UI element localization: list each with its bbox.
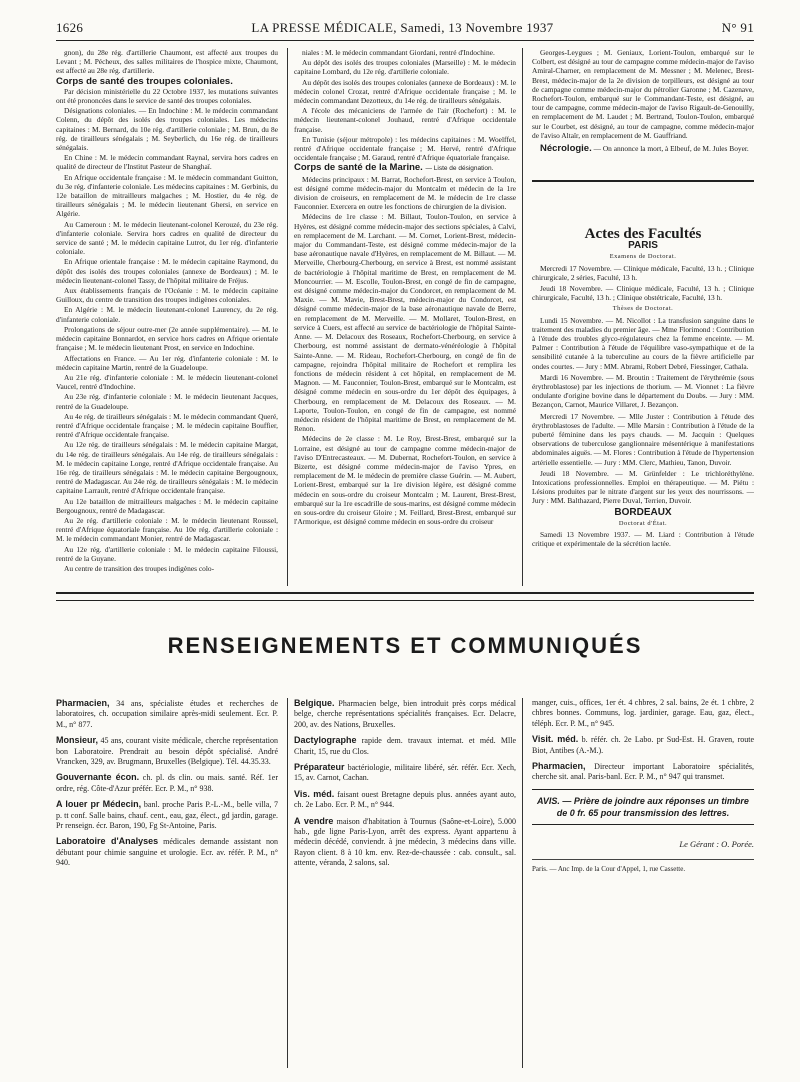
paragraph: Médecins de 2e classe : M. Le Roy, Brest-Brest, embarqué sur la Lorraine, est désigné au tour de campagne comme médecin-major de l'aviso D'Entrecasteaux. — M. Dubernat, Rochefort-Toulon, en service à Bizerte, est désigné comme médecin-major de l'aviso Ypres, en remplacement de M. le médecin de première classe Guérin. — M. Aubert, Lorient-Brest, embarqué sur la 1re division légère, est désigné comme médecin en sous-ordre du croiseur Montcalm ; M. Laurent, Brest-Brest, embarqué sur la 1re escadrille de sous-marins, est désigné comme médecin en sous-ordre du croiseur Gloire ; M. Feillard, Brest-Brest, embarqué sur l'Armorique, est désigné comme médecin en sous-ordre du croiseur	[294, 434, 516, 527]
subsection-heading: Doctorat d'État.	[618, 519, 668, 527]
paragraph: Au 12e rég. de tirailleurs sénégalais : M. le médecin capitaine Margat, du 14e rég. de tirailleurs sénégalais. Au 14e rég. de tirailleurs sénégalais : M. le médecin capitaine Longe, rentré d'Afrique occidentale française. Au 16e rég. de tirailleurs sénégalais : M. le médecin capitaine Bergougnoux, rentré de Madagascar. Au 24e rég. de tirailleurs sénégalais : M. le médecin capitaine Larrault, rentré d'Afrique occidentale française.	[56, 440, 278, 496]
column-divider	[287, 48, 288, 586]
paragraph: Mardi 16 Novembre. — M. Broutin : Traitement de l'érythrémie (sous érythroblastose) par les injections de thorium. — M. Vionnet : La fièvre ondulante d'origine bovine dans le département du Doubs. — Jury : MM. Bezançon, Carnot, Maurice Villaret, J. Bezançon.	[532, 372, 754, 410]
ad-head: Gouvernante écon.	[56, 772, 140, 783]
paragraph: Prolongations de séjour outre-mer (2e année supplémentaire). — M. le médecin capitaine Bonnardot, en service hors cadres en Afrique orientale française ; M. le médecin lieutenant Prost, en service en Indochine.	[56, 324, 278, 353]
ad-head: A vendre	[294, 815, 334, 826]
issue-number: N° 91	[721, 20, 754, 35]
ad-head: Pharmacien,	[56, 698, 110, 708]
classified-ad	[532, 761, 754, 783]
paragraph: Affectations en France. — Au 1er rég. d'infanterie coloniale : M. le médecin capitaine Martin, rentré de la Guadeloupe.	[56, 353, 278, 372]
classified-ad	[294, 789, 516, 811]
paragraph: Au 23e rég. d'infanterie coloniale : M. le médecin lieutenant Jacques, rentré de la Guadeloupe.	[56, 392, 278, 411]
ad-text: manger, cuis., offices, 1er ét. 4 chbres, 2 sal. bains, 2e ét. 1 chbre, 2 chbres bonnes. Communs, log. jardinier, garage. Eau, gaz, élect., téléph. Ecr. P. M., n° 945.	[532, 698, 754, 728]
printer-imprint: Paris. — Anc Imp. de la Cour d'Appel, 1, rue Cassette.	[532, 859, 754, 874]
paragraph: Au centre de transition des troupes indigènes colo-	[64, 563, 215, 573]
ad-head: Préparateur	[294, 762, 345, 773]
classified-ad	[294, 735, 516, 757]
paragraph: Mercredi 17 Novembre. — Mlle Juster : Contribution à l'étude des érythroblastoses de l'adulte. — Mlle Marsin : Contribution à l'étude de la puberté féminine dans les pays chauds. — M. Jacquin : Quelques observations de tuberculose ganglionnaire mésentérique à manifestations abdominales aiguës. — M. Flores : Contribution à l'étude de l'hypertension artérielle essentielle. — Jury : MM. Clerc, Mathieu, Tanon, Duvoir.	[532, 411, 754, 467]
paragraph: Médecins principaux : M. Barrat, Rochefort-Brest, en service à Toulon, est désigné comme médecin-major du Montcalm et médecin de la 1re division de croiseurs, en remplacement de M. le médecin de 1re classe Fauconnier. Exercera en outre les fonctions de chirurgien de la division.	[294, 174, 516, 212]
notice-box: AVIS. — Prière de joindre aux réponses un timbre de 0 fr. 65 pour transmission des lettres.	[532, 789, 754, 825]
section-rule	[56, 592, 754, 594]
classified-ad	[56, 799, 278, 831]
ad-text: banl. proche Paris P.-L.-M., belle villa, 7 p. tt conf. Salle bains, chauf. cent., eau, gaz, élect., gd jardin, garage. Pr renseign. écr. Baron, 190, Fg St-Antoine, Paris.	[56, 800, 278, 831]
paragraph: Au dépôt des isolés des troupes coloniales (Marseille) : M. le médecin capitaine Lombard, du 12e rég. d'artillerie coloniale.	[294, 58, 516, 77]
ad-text: maison d'habitation à Tournus (Saône-et-Loire), 5.000 hab., gde ligne Paris-Lyon, arrêt des express. Ayant appartenu à médecin décédé, conviendr. à jne médecin, 3 médecins dans ville. Rayon client. 8 à 10 km. env. Rez-de-chaussée : cab. consult., sal. attente, véranda, 2 salons, sal.	[294, 816, 516, 868]
paragraph: Georges-Leygues ; M. Geniaux, Lorient-Toulon, embarqué sur le Colbert, est désigné au tour de campagne comme médecin-major de l'aviso Amiral-Charner, en remplacement de M. Messner ; M. Melenec, Brest-Brest, médecin-major de la 2e division de torpilleurs, est désigné au tour de campagne comme médecin-major du pétrolier Garonne ; M. Cazenave, Rochefort-Toulon, embarqué sur le Commandant-Teste, est désigné, au tour de campagne, comme médecin-major de l'aviso Rigault-de-Genouilly, en remplacement de M. Laudet ; M. Bertrand, Toulon-Toulon, embarqué sur le Courbet, est désigné, au tour de campagne, comme médecin-major de l'aviso Altaïr, en remplacement de M. Gauffriand.	[532, 48, 754, 140]
manager-signature: Le Gérant : O. Porée.	[679, 838, 754, 849]
paragraph: En Tunisie (séjour métropole) : les médecins capitaines : M. Woelffel, rentré d'Afrique occidentale française ; M. Hervé, rentré d'Afrique occidentale française ; M. Garaud, rentré d'Afrique équatoriale française.	[294, 134, 516, 163]
ad-text: 45 ans, courant visite médicale, cherche représentation bon Laboratoire. Prendrait au besoin dépôt spécialisé. André Vrancken, 329, av. Brugmann, Bruxelles (Belgique). Tél. 44.35.33.	[56, 736, 278, 767]
paragraph: Par décision ministérielle du 22 Octobre 1937, les mutations suivantes ont été prononcées dans le service de santé des troupes coloniales.	[56, 86, 278, 106]
column-2	[294, 48, 516, 588]
section-rule	[56, 600, 754, 601]
paragraph: En Algérie : M. le médecin lieutenant-colonel Laurency, du 2e rég. d'infanterie coloniale.	[56, 305, 278, 324]
paragraph: Au Cameroun : M. le médecin lieutenant-colonel Kerouzé, du 23e rég. d'infanterie coloniale. Servira hors cadres en qualité de directeur du service de santé ; M. le médecin capitaine Lutrot, du 1er rég. d'infanterie coloniale.	[56, 219, 278, 257]
ad-text: bactériologie, militaire libéré, sér. référ. Ecr. Xech, 15, av. Carnot, Cachan.	[294, 763, 516, 783]
journal-title: LA PRESSE MÉDICALE, Samedi, 13 Novembre 1937	[251, 20, 554, 35]
ad-head: Visit. méd.	[532, 734, 579, 745]
paragraph: En Chine : M. le médecin commandant Raynal, servira hors cadres en qualité de directeur de l'Institut Pasteur de Shanghaï.	[56, 153, 278, 172]
section-title: Actes des Facultés	[584, 226, 702, 242]
ad-text: Directeur important Laboratoire spécialités, cherche sit. anal. Paris-banl. Ecr. P. M., n° 947 qui transmet.	[532, 762, 754, 782]
paragraph: En Afrique occidentale française : M. le médecin commandant Guitton, du 3e rég. d'infanterie coloniale. Les médecins capitaines : M. Gerbinis, du 12e bataillon de mitrailleurs malgaches ; M. Hostier, du 4e rég. de tirailleurs sénégalais ; M. le médecin lieutenant Ghersi, en service en Algérie.	[56, 172, 278, 219]
heading-tail: — Liste de désignation.	[425, 165, 494, 173]
paragraph: gnon), du 28e rég. d'artillerie Chaumont, est affecté aux troupes du Levant ; M. Pécheux, des salles militaires de l'hospice mixte, Chaumont, est affecté au 28e rég. d'artillerie.	[56, 48, 278, 76]
ad-text: rapide dem. travaux internat. et méd. Mlle Charit, 15, rue du Clos.	[294, 736, 516, 756]
paragraph: Désignations coloniales. — En Indochine : M. le médecin commandant Colenn, du dépôt des isolés des troupes coloniales. Les médecins capitaines : M. Bernard, du 10e rég. d'artillerie coloniale ; M. Brun, du 8e rég. de tirailleurs sénégalais ; M. Seyberlich, du 16e rég. de tirailleurs sénégalais.	[56, 106, 278, 153]
classified-ad	[56, 735, 278, 767]
paragraph: Lundi 15 Novembre. — M. Nicollot : La transfusion sanguine dans le traitement des maladies du premier âge. — Mme Florimond : Contribution à l'étude des troubles glyco-régulateurs chez la femme enceinte. — M. Palmer : Contribution à l'étude de l'équilibre vaso-sympathique et de la sensibilité cutanée à la tuberculine au cours de la fièvre artificielle par ondes courtes. — Jury : MM. Abrami, Robert Debré, Fiessinger, Cathala.	[532, 315, 754, 371]
classified-ad	[56, 836, 278, 868]
paragraph: niales : M. le médecin commandant Giordani, rentré d'Indochine.	[302, 48, 495, 57]
paragraph: Au 12e rég. d'artillerie coloniale : M. le médecin capitaine Filoussi, rentré de la Guyane.	[56, 544, 278, 563]
paragraph: Aux établissements français de l'Océanie : M. le médecin capitaine Guilloux, du centre de transition des troupes indigènes coloniales.	[56, 286, 278, 305]
paragraph: En Afrique orientale française : M. le médecin capitaine Raymond, du dépôt des isolés des troupes coloniales (annexe de Bordeaux) ; M. le médecin lieutenant-colonel Tassy, de l'hôpital militaire de Fréjus.	[56, 257, 278, 285]
classified-ad	[532, 698, 754, 729]
ads-column-2	[294, 698, 516, 1068]
ad-text: médicales demande assistant non débutant pour chimie sanguine et urologie. Ecr. av. référ. P. M., n° 940.	[56, 837, 278, 868]
section-heading: Corps de santé des troupes coloniales.	[56, 75, 233, 87]
classifieds-banner: RENSEIGNEMENTS ET COMMUNIQUÉS	[167, 633, 643, 658]
paragraph: Jeudi 18 Novembre. — Clinique médicale, Faculté, 13 h. ; Clinique chirurgicale, Faculté, 13 h. ; Clinique obstétricale, Faculté, 13 h.	[532, 284, 754, 303]
column-divider	[522, 698, 523, 1068]
ad-head: Laboratoire d'Analyses	[56, 836, 159, 847]
column-3-top	[532, 48, 754, 182]
ad-head: A louer pr Médecin,	[56, 799, 142, 810]
column-divider	[287, 698, 288, 1068]
page-number: 1626	[56, 20, 84, 35]
paragraph: Mercredi 17 Novembre. — Clinique médicale, Faculté, 13 h. ; Clinique chirurgicale, 2 séries, Faculté, 13 h.	[532, 263, 754, 282]
city-heading: BORDEAUX	[614, 506, 672, 518]
ad-head: Dactylographe	[294, 735, 357, 746]
paragraph: A l'école des mécaniciens de l'armée de l'air (Rochefort) : M. le médecin lieutenant-colonel Jouhaud, rentré d'Afrique occidentale française.	[294, 106, 516, 134]
paragraph: Au 12e bataillon de mitrailleurs malgaches : M. le médecin capitaine Bergougnoux, rentré de Madagascar.	[56, 496, 278, 515]
classified-ad	[294, 762, 516, 784]
paragraph: — On annonce la mort, à Elbeuf, de M. Jules Boyer.	[593, 144, 749, 154]
ad-head: Belgique.	[294, 698, 335, 708]
column-1	[56, 48, 278, 588]
ad-text: 34 ans, spécialiste études et recherches de laboratoires, ch. occupation similaire après-midi seulement. Ecr. P. M., n° 877.	[56, 699, 278, 729]
paragraph: Médecins de 1re classe : M. Billaut, Toulon-Toulon, en service à Hyères, est désigné comme médecin-major des sections spéciales, à Calvi, en remplacement de M. Larchant. — M. Cornet, Lorient-Brest, médecin-major du Commandant-Teste, est désigné comme médecin-major de la base aéronautique navale d'Hyères, en remplacement de M. Billaut. — M. Merveille, Cherbourg-Cherbourg, en service à Brest, est nommé assistant de bactériologie à l'hôpital maritime de Brest, en remplacement de M. Moncourrier. — M. Escolle, Toulon-Brest, en congé de fin de campagne, est désigné comme médecin-major du Condorcet, en remplacement de M. Maxie. — M. Mavie, Brest-Brest, médecin-major du Condorcet, est désigné comme médecin-major de la base aéronautique navale de Berre, en remplacement de M. Merveille. — M. Mollaret, Toulon-Brest, en service à Cuers, est affecté au service de bactériologie de l'hôpital Sainte-Anne. — M. Delacoux des Roseaux, Rochefort-Cherbourg, en service à Cherbourg, est nommé assistant de dermato-vénéréologie à l'hôpital Sainte-Anne. — M. Rideau, Rochefort-Cherbourg, en congé de fin de campagne, rejoindra l'hôpital militaire de Rochefort et remplira les fonctions de médecin résident à cet hôpital, en remplacement de M. Magnon. — M. Fauconnier, Toulon-Brest, embarqué sur le Montcalm, est désigné comme médecin en sous-ordre du 1er dépôt des équipages, à Cherbourg, en remplacement de M. Delacoux des Roseaux. — M. Laporte, Toulon-Toulon, en congé de fin de campagne, est nommé médecin résident de l'hôpital maritime de Brest, en remplacement de M. Renon.	[294, 212, 516, 434]
paragraph: Au 2e rég. d'artillerie coloniale : M. le médecin lieutenant Roussel, rentré d'Afrique équatoriale française. Au 10e rég. d'artillerie coloniale : M. le médecin commandant Monier, rentré de Madagascar.	[56, 515, 278, 544]
paragraph: Au 4e rég. de tirailleurs sénégalais : M. le médecin commandant Queré, rentré d'Afrique occidentale française ; M. le médecin capitaine Bouffier, rentré d'Afrique occidentale française.	[56, 411, 278, 440]
ad-text: ch. pl. ds clin. ou mais. santé. Réf. 1er ordre, rég. Côte-d'Azur préfér. Ecr. P. M., n° 938.	[56, 773, 278, 793]
column-divider	[522, 48, 523, 586]
ad-text: Pharmacien belge, bien introduit près corps médical belge, cherche représentations spécialités françaises. Ecr. Delacre, 200, av. des Nations, Bruxelles.	[294, 699, 516, 729]
classified-ad	[56, 698, 278, 730]
ads-column-3	[532, 698, 754, 1068]
subsection-heading: Thèses de Doctorat.	[612, 305, 674, 313]
section-heading	[294, 163, 516, 173]
classified-ad	[294, 816, 516, 869]
classified-ad	[532, 734, 754, 756]
heading-text: Corps de santé de la Marine.	[294, 162, 423, 174]
header-rule	[56, 40, 754, 41]
paragraph: Au 21e rég. d'infanterie coloniale : M. le médecin lieutenant-colonel Vaucel, rentré d'Indochine.	[56, 372, 278, 392]
classified-ad	[294, 698, 516, 730]
ad-head: Vis. méd.	[294, 788, 335, 799]
subsection-heading: Examens de Doctorat.	[609, 253, 677, 261]
faculties-section	[532, 192, 754, 586]
section-heading: Nécrologie.	[540, 143, 592, 155]
paragraph: Jeudi 18 Novembre. — M. Grünfelder : Le trichloréthylène. Intoxications professionnelles. Emploi en thérapeutique. — M. Piétu : Lésions produites par le nitrate d'argent sur les yeux des nourrissons. — Jury : MM. Balthazard, Pierre Duval, Terrien, Duvoir.	[532, 468, 754, 506]
paragraph: Au dépôt des isolés des troupes coloniales (annexe de Bordeaux) : M. le médecin colonel Crozat, rentré d'Afrique occidentale française ; M. le médecin commandant Dezotteux, du 14e rég. de tirailleurs sénégalais.	[294, 77, 516, 106]
ads-column-1	[56, 698, 278, 1068]
ad-text: b. référ. ch. 2e Labo. pr Sud-Est. H. Graven, route Biot, Antibes (A.-M.).	[532, 735, 754, 755]
paragraph: Samedi 13 Novembre 1937. — M. Liard : Contribution à l'étude critique et expérimentale de la sécrétion lactée.	[532, 530, 754, 549]
ad-head: Pharmacien,	[532, 761, 586, 772]
city-heading: PARIS	[628, 240, 658, 252]
running-header	[56, 20, 754, 36]
ad-head: Monsieur,	[56, 735, 99, 746]
classified-ad	[56, 772, 278, 794]
ad-text: faisant ouest Bretagne depuis plus. années ayant auto, ch. 2e Labo. Ecr. P. M., n° 944.	[294, 789, 516, 810]
